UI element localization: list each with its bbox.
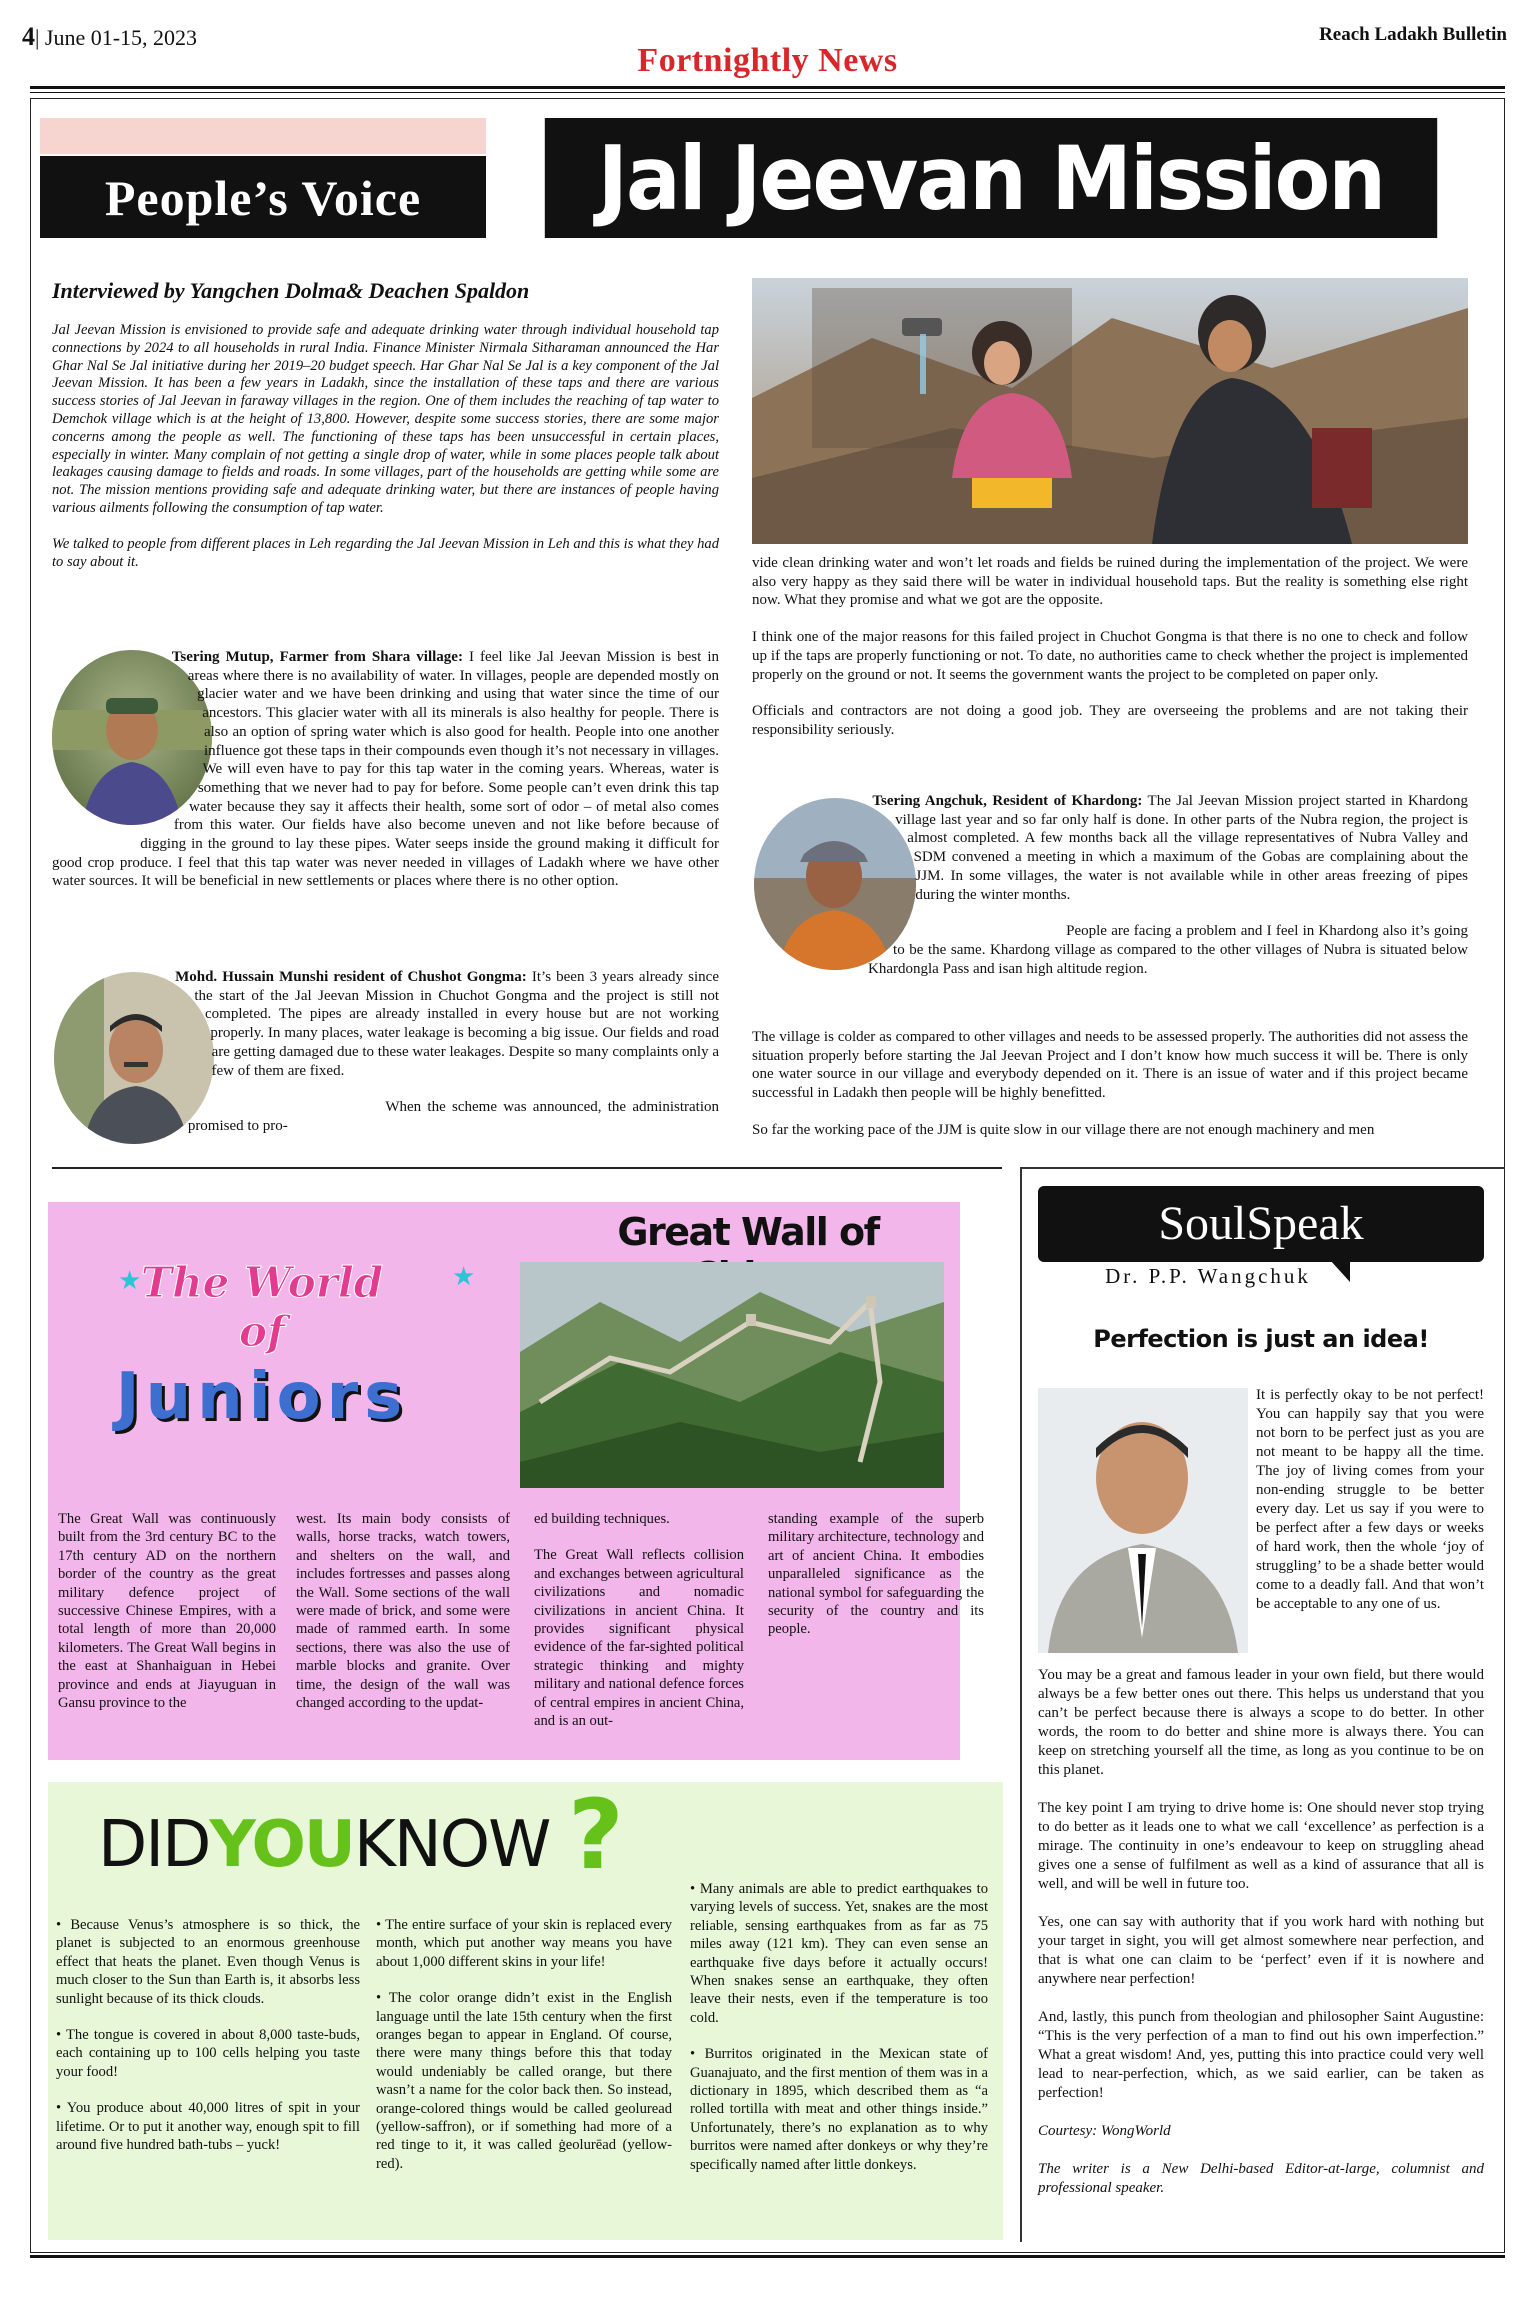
column-title: People’s Voice (40, 156, 486, 238)
author-photo (1038, 1388, 1248, 1653)
juniors-col-3: ed building techniques. The Great Wall reflects collision and exchanges between agricultural civilizations and nomadic civilizations in ancient China. It provides significant physical evidence of the far-sighted political strategic thinking and mighty military and national defence forces of central empires in ancient China, and is an out- (534, 1511, 744, 1730)
soulspeak-title: SoulSpeak (1038, 1186, 1484, 1262)
byline: Interviewed by Yangchen Dolma& Deachen Spaldon (52, 278, 530, 303)
section-divider (1020, 1167, 1505, 1169)
speaker-name: Tsering Mutup, Farmer from Shara village: (171, 649, 463, 665)
star-icon: ★ (452, 1262, 476, 1291)
soulspeak-headline: Perfection is just an idea! (1093, 1325, 1429, 1353)
footer-rule (30, 2255, 1505, 2258)
headline: Jal Jeevan Mission (545, 118, 1437, 238)
dyk-col-2: • The entire surface of your skin is replaced every month, which put another way means you have about 1,000 different skins in your life! • The color orange didn’t exist in the English language until the late 15th century when the first oranges began to appear in England. Of course, there were many things before this that today would undeniably be called orange, but there wasn’t a name for the color back then. So instead, orange-colored things would be called geoluread (yellow-saffron), or if something had more of a red tinge to it, it was called ġeolurēad (yellow-red). (376, 1917, 672, 2172)
intro-paragraph: Jal Jeevan Mission is envisioned to provide safe and adequate drinking water through individual household tap connections by 2024 to all households in rural India. Finance Minister Nirmala Sitharaman announced the Har Ghar Nal Se Jal initiative during her 2019–20 budget speech. Har Ghar Nal Se Jal is a key component of the Jal Jeevan Mission. It has been a few years in Ladakh, since the installation of these taps and there are various success stories of Jal Jeevan in faraway villages in the region. One of them includes the reaching of tap water to Demchok village which is at the height of 13,800. However, despite some success stories, there are some major concerns among the people as well. The functioning of these taps has been unsuccessful in certain places, especially in winter. Many complain of not getting a single drop of water, while in some places people talk about leakages causing damage to fields and roads. In some villages, part of the households are getting while some are not. The mission mentions providing safe and adequate drinking water, but there are instances of people having various ailments following the consumption of tap water. We talked to people from different places in Leh regarding the Jal Jeevan Mission in Leh and this is what they had to say about it. (52, 322, 719, 570)
article-right-column: vide clean drinking water and won’t let roads and fields be ruined during the implementation of the project. We were also very happy as they said there will be water in individual household taps. But the reality is something else right now. What they promise and what we got are the opposite. I think one of the major reasons for this failed project in Chuchot Gongma is that there is no one to check and follow up if the taps are properly functioning or not. To date, no authorities came to check whether the project is implemented properly on the ground or not. It seems the government wants the project to be completed on paper only. Officials and contractors are not doing a good job. They are overseeing the problems and are not taking their responsibility seriously. (752, 555, 1468, 738)
header-rule (30, 86, 1505, 89)
juniors-col-2: west. Its main body consists of walls, horse tracks, watch towers, and shelters on the wall, and includes fortresses and passes along the Wall. Some sections of the wall were made of brick, and some were made of rammed earth. In some sections, there was also the use of marble blocks and granite. Over time, the design of the wall was changed according to the updat- (296, 1511, 510, 1712)
issue-date: | June 01-15, 2023 (35, 25, 198, 50)
dyk-col-1: • Because Venus’s atmosphere is so thick, the planet is subjected to an enormous greenhouse effect that heats the planet. Even though Venus is much closer to the Sun than Earth is, it absorbs less sunlight because of its thick clouds. • The tongue is covered in about 8,000 taste-buds, each containing up to 100 cells helping you taste your food! • You produce about 40,000 litres of spit in your lifetime. Or to put it another way, enough spit to fill around five hundred bath-tubs – yuck! (56, 1917, 360, 2154)
column-divider (1020, 1167, 1022, 2242)
did-you-know-title: DIDYOUKNOW (98, 1808, 550, 1882)
dyk-col-3: • Many animals are able to predict earthquakes to varying levels of success. Yet, snakes are the most reliable, sensing earthquakes from as far as 75 miles away (121 km). They can even sense an earthquake five days before it actually occurs! When snakes sense an earthquake, they often leave their nests, even if the temperature is too cold. • Burritos originated in the Mexican state of Guanajuato, and the first mention of them was in a dictionary in 1895, which described them as “a rolled tortilla with meat and other things inside.” Unfortunately, there’s no explanation as to why burritos were named after donkeys or why they’re specifically named after little donkeys. (690, 1881, 988, 2173)
section-divider (52, 1167, 1002, 1169)
juniors-logo: The World of Juniors (115, 1258, 409, 1434)
page-number: 4| June 01-15, 2023 (22, 22, 198, 51)
section-title: Fortnightly News (637, 42, 898, 79)
star-icon: ★ (118, 1266, 142, 1295)
speaker-name: Tsering Angchuk, Resident of Khardong: (872, 793, 1143, 809)
great-wall-photo (520, 1262, 944, 1488)
village-tap-photo (752, 278, 1468, 544)
interview-tsering-mutup: Tsering Mutup, Farmer from Shara village: I feel like Jal Jeevan Mission is best in areas where there is no availability of water. In villages, people are depended mostly on glacier water and we have been drinking and using that water since the time of our ancestors. This glacier water with all its minerals is also healthy for people. There is also an option of spring water which is also good for health. People into one another influence got these taps in their compounds even though it’s not necessary in villages. We will even have to pay for this tap water in the coming years. Whereas, water is something that we never had to pay for before. Some people can’t even drink this tap water because they say it affects their health, some sort of odor – of metal also comes from this water. Our fields have also become uneven and not like before because of digging in the ground to lay these pipes. Water seeps inside the ground making it difficult for good crop produce. I feel that this tap water was never needed in villages of Ladakh where we have other water sources. It will be beneficial in new settlements or places where there is no other option. (52, 649, 719, 890)
juniors-col-4: standing example of the superb military architecture, technology and art of ancient China. It embodies unparalleled significance as the national symbol for safeguarding the security of the country and its people. (768, 1511, 984, 1638)
soulspeak-intro: It is perfectly okay to be not perfect! You can happily say that you were not born to be perfect just as you are not meant to be happy all the time. The joy of living comes from your non-ending struggle to be better every day. Let us say if you were to be perfect after a few days or weeks of hard work, then the whole ‘joy of struggling’ to be a shade better would come to a deadly fall. And that won’t be acceptable to any one of us. (1256, 1387, 1484, 1612)
juniors-col-1: The Great Wall was continuously built from the 3rd century BC to the 17th century AD on the northern border of the country as the great military defence project of successive Chinese Empires, with a total length of more than 20,000 kilometers. The Great Wall begins in the east at Shanhaiguan in Hebei province and ends at Jiayuguan in Gansu province to the (58, 1511, 276, 1712)
speaker-name: Mohd. Hussain Munshi resident of Chushot Gongma: (175, 969, 527, 985)
courtesy-note: Courtesy: WongWorld (1038, 2123, 1171, 2139)
soulspeak-body: You may be a great and famous leader in your own field, but there would always be a few better ones out there. This helps us understand that you can’t be perfect because there is always a scope to do better. In other words, the room to do better and shine more is always there. You can keep on stretching yourself all the time, as long as you continue to be on this planet. The key point I am trying to drive home is: One should never stop trying to do better as it leads one to what we call ‘excellence’ as perfection is a mirage. The continuity in one’s endeavour to keep on struggling ahead gives one a sense of fulfilment as well as a kind of assurance that all is well, and will be well in future too. Yes, one can say with authority that if you work hard with nothing but your target in sight, you will get almost somewhere near perfection, and that is what one can claim to be ‘perfect’ even if it is nowhere and anywhere near perfection! And, lastly, this punch from theologian and philosopher Saint Augustine: “This is the very perfection of a man to find out his own imperfection.” What a great wisdom! And, yes, putting this into practice could very well lead to near-perfection, which, as we said earlier, can be taken as perfection! Courtesy: WongWorld The writer is a New Delhi-based Editor-at-large, columnist and professional speaker. (1038, 1667, 1484, 2196)
header-rule-thin (30, 92, 1505, 93)
question-mark-icon: ? (568, 1779, 624, 1891)
soulspeak-author: Dr. P.P. Wangchuk (1105, 1264, 1311, 1288)
publication-name: Reach Ladakh Bulletin (1319, 24, 1507, 45)
article-right-end: The village is colder as compared to other villages and needs to be assessed properly. The authorities did not assess the situation properly before starting the Jal Jeevan Project and I don’t know how much success it will be. There is only one water source in our village and everybody depended on it. There is an issue of water and if this project became successful in Ladakh then people will be highly benefitted. So far the working pace of the JJM is quite slow in our village there are not enough machinery and men (752, 1029, 1468, 1138)
interview-hussain-munshi: Mohd. Hussain Munshi resident of Chushot Gongma: It’s been 3 years already since the start of the Jal Jeevan Mission in Chuchot Gongma and the project is still not completed. The pipes are already installed in every house but are not working properly. In many places, water leakage is becoming a big issue. Our fields and road are getting damaged due to these water leakages. Despite so many complaints only a few of them are fixed. When the scheme was announced, the administration promised to pro- (175, 969, 719, 1134)
juniors-title: Great Wall of (617, 1210, 879, 1254)
author-bio: The writer is a New Delhi-based Editor-at-large, columnist and professional speaker. (1038, 2161, 1484, 2196)
banner-accent (40, 118, 486, 154)
interview-tsering-angchuk: Tsering Angchuk, Resident of Khardong: The Jal Jeevan Mission project started in Khardong village last year and so far only half is done. In other parts of the Nubra region, the project is almost completed. A few months back all the village representatives of Nubra Valley and SDM convened a meeting in which a maximum of the Gobas are complaining about the JJM. In some villages, the water is not available while in other areas freezing of pipes during the winter months. People are facing a problem and I feel in Khardong also it’s going to be the same. Khardong village as compared to the other villages of Nubra is situated below Khardongla Pass and isan high altitude region. (868, 793, 1468, 977)
